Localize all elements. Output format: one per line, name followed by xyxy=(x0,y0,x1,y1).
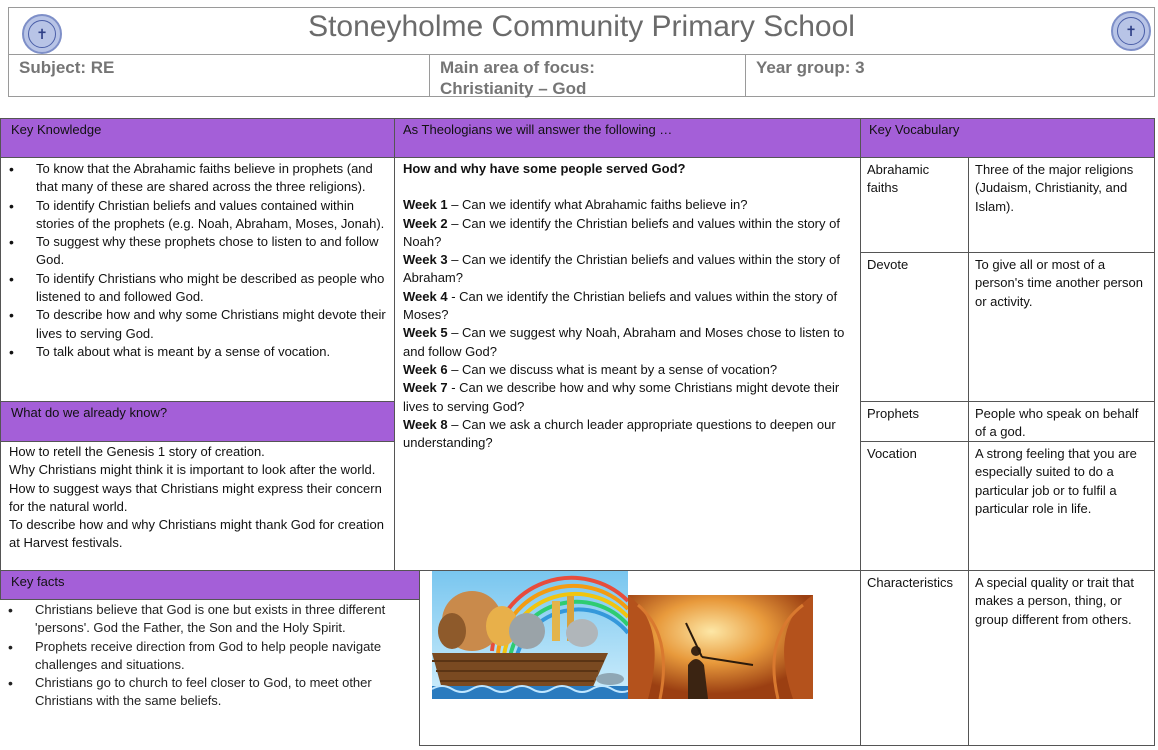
already-know-lines xyxy=(9,443,386,553)
already-know-body xyxy=(0,441,395,571)
vocab-definition: Three of the major religions (Judaism, Christianity, and Islam). xyxy=(968,157,1155,253)
week-item xyxy=(403,251,852,288)
vocab-term: Prophets xyxy=(860,401,969,442)
theologians-body xyxy=(394,157,861,571)
key-knowledge-item: • To identify Christians who might be described as people who listened to and followed God. xyxy=(9,270,386,307)
key-knowledge-body xyxy=(0,157,395,402)
focus-value: Christianity – God xyxy=(440,79,587,98)
theologians-title: As Theologians we will answer the following … xyxy=(403,122,673,137)
week-question: – Can we suggest why Noah, Abraham and Moses chose to listen to and follow God? xyxy=(403,325,845,359)
key-facts-list xyxy=(8,601,412,711)
subject-cell xyxy=(8,54,430,97)
week-question: - Can we identify the Christian beliefs and values within the story of Moses? xyxy=(403,288,838,323)
already-know-line: Why Christians might think it is important to look after the world. xyxy=(9,462,376,478)
week-item xyxy=(403,288,852,325)
week-item xyxy=(403,324,852,361)
school-name: Stoneyholme Community Primary School xyxy=(308,10,855,43)
school-title-box xyxy=(8,7,1155,55)
vocab-term: Characteristics xyxy=(860,570,969,746)
vocab-term: Vocation xyxy=(860,441,969,571)
key-knowledge-list xyxy=(9,160,386,361)
noahs-ark-image xyxy=(432,571,628,699)
week-label: Week 3 xyxy=(403,252,448,268)
theologians-question: How and why have some people served God? xyxy=(403,161,686,176)
vocab-definition: A special quality or trait that makes a person, thing, or group different from others. xyxy=(968,570,1155,746)
key-knowledge-item: • To describe how and why some Christians might devote their lives to serving God. xyxy=(9,306,386,343)
week-item xyxy=(403,416,852,453)
week-question: – Can we identify the Christian beliefs and values within the story of Noah? xyxy=(403,215,840,249)
vocab-definition: People who speak on behalf of a god. xyxy=(968,401,1155,442)
already-know-line: How to retell the Genesis 1 story of creation. xyxy=(9,444,265,459)
theologians-header xyxy=(394,118,861,158)
vocab-term: Devote xyxy=(860,252,969,402)
week-label: Week 8 xyxy=(403,416,448,432)
already-know-line: To describe how and why Christians might thank God for creation at Harvest festivals. xyxy=(9,517,385,551)
school-crest-right xyxy=(1111,11,1151,51)
week-question: – Can we identify the Christian beliefs and values within the story of Abraham? xyxy=(403,252,840,286)
key-vocabulary-title: Key Vocabulary xyxy=(869,122,960,137)
vocab-definition: To give all or most of a person's time another person or activity. xyxy=(968,252,1155,402)
focus-label: Main area of focus: xyxy=(440,58,595,77)
already-know-header xyxy=(0,401,395,442)
week-label: Week 4 xyxy=(403,288,448,304)
key-fact-item: • Christians believe that God is one but exists in three different 'persons'. God the Father, the Son and the Holy Spirit. xyxy=(8,601,412,638)
key-facts-title: Key facts xyxy=(11,574,65,589)
key-knowledge-item: • To know that the Abrahamic faiths believe in prophets (and that many of these are shared across the three religions). xyxy=(9,160,386,197)
focus-cell xyxy=(429,54,746,97)
key-knowledge-item: • To suggest why these prophets chose to listen to and follow God. xyxy=(9,233,386,270)
key-knowledge-header xyxy=(0,118,395,158)
week-item xyxy=(403,361,852,379)
key-fact-item: • Christians go to church to feel closer to God, to meet other Christians with the same beliefs. xyxy=(8,674,412,711)
key-facts-header xyxy=(0,570,420,600)
vocab-term: Abrahamic faiths xyxy=(860,157,969,253)
week-label: Week 6 xyxy=(403,361,448,377)
key-fact-item: • Prophets receive direction from God to help people navigate challenges and situations. xyxy=(8,638,412,675)
key-facts-body xyxy=(0,599,420,745)
week-item xyxy=(403,196,852,214)
subject-label: Subject: RE xyxy=(19,58,115,77)
crest-cross-icon: ✝ xyxy=(28,20,56,48)
week-label: Week 2 xyxy=(403,215,448,231)
week-question: – Can we ask a church leader appropriate questions to deepen our understanding? xyxy=(403,416,836,451)
year-group-label: Year group: 3 xyxy=(756,58,865,77)
key-knowledge-title: Key Knowledge xyxy=(11,122,102,137)
week-list xyxy=(403,196,852,452)
week-question: – Can we identify what Abrahamic faiths believe in? xyxy=(447,197,748,213)
school-crest-left xyxy=(22,14,62,54)
already-know-title: What do we already know? xyxy=(11,405,168,420)
week-item xyxy=(403,215,852,252)
key-knowledge-item: • To identify Christian beliefs and values contained within stories of the prophets (e.g. Noah, Abraham, Moses, Jonah). xyxy=(9,197,386,234)
week-question: - Can we describe how and why some Christians might devote their lives to serving God? xyxy=(403,380,840,414)
week-item xyxy=(403,379,852,416)
crest-cross-icon: ✝ xyxy=(1117,17,1145,45)
week-question: – Can we discuss what is meant by a sense of vocation? xyxy=(447,361,778,377)
year-group-cell xyxy=(745,54,1155,97)
key-knowledge-item: • To talk about what is meant by a sense of vocation. xyxy=(9,343,386,361)
week-label: Week 7 xyxy=(403,380,448,396)
already-know-line: How to suggest ways that Christians might express their concern for the natural world. xyxy=(9,480,382,514)
moses-parting-sea-image xyxy=(628,595,813,699)
key-vocabulary-header xyxy=(860,118,1155,158)
vocab-definition: A strong feeling that you are especially suited to do a particular job or to fulfil a particular role in life. xyxy=(968,441,1155,571)
week-label: Week 5 xyxy=(403,325,448,341)
week-label: Week 1 xyxy=(403,197,448,213)
